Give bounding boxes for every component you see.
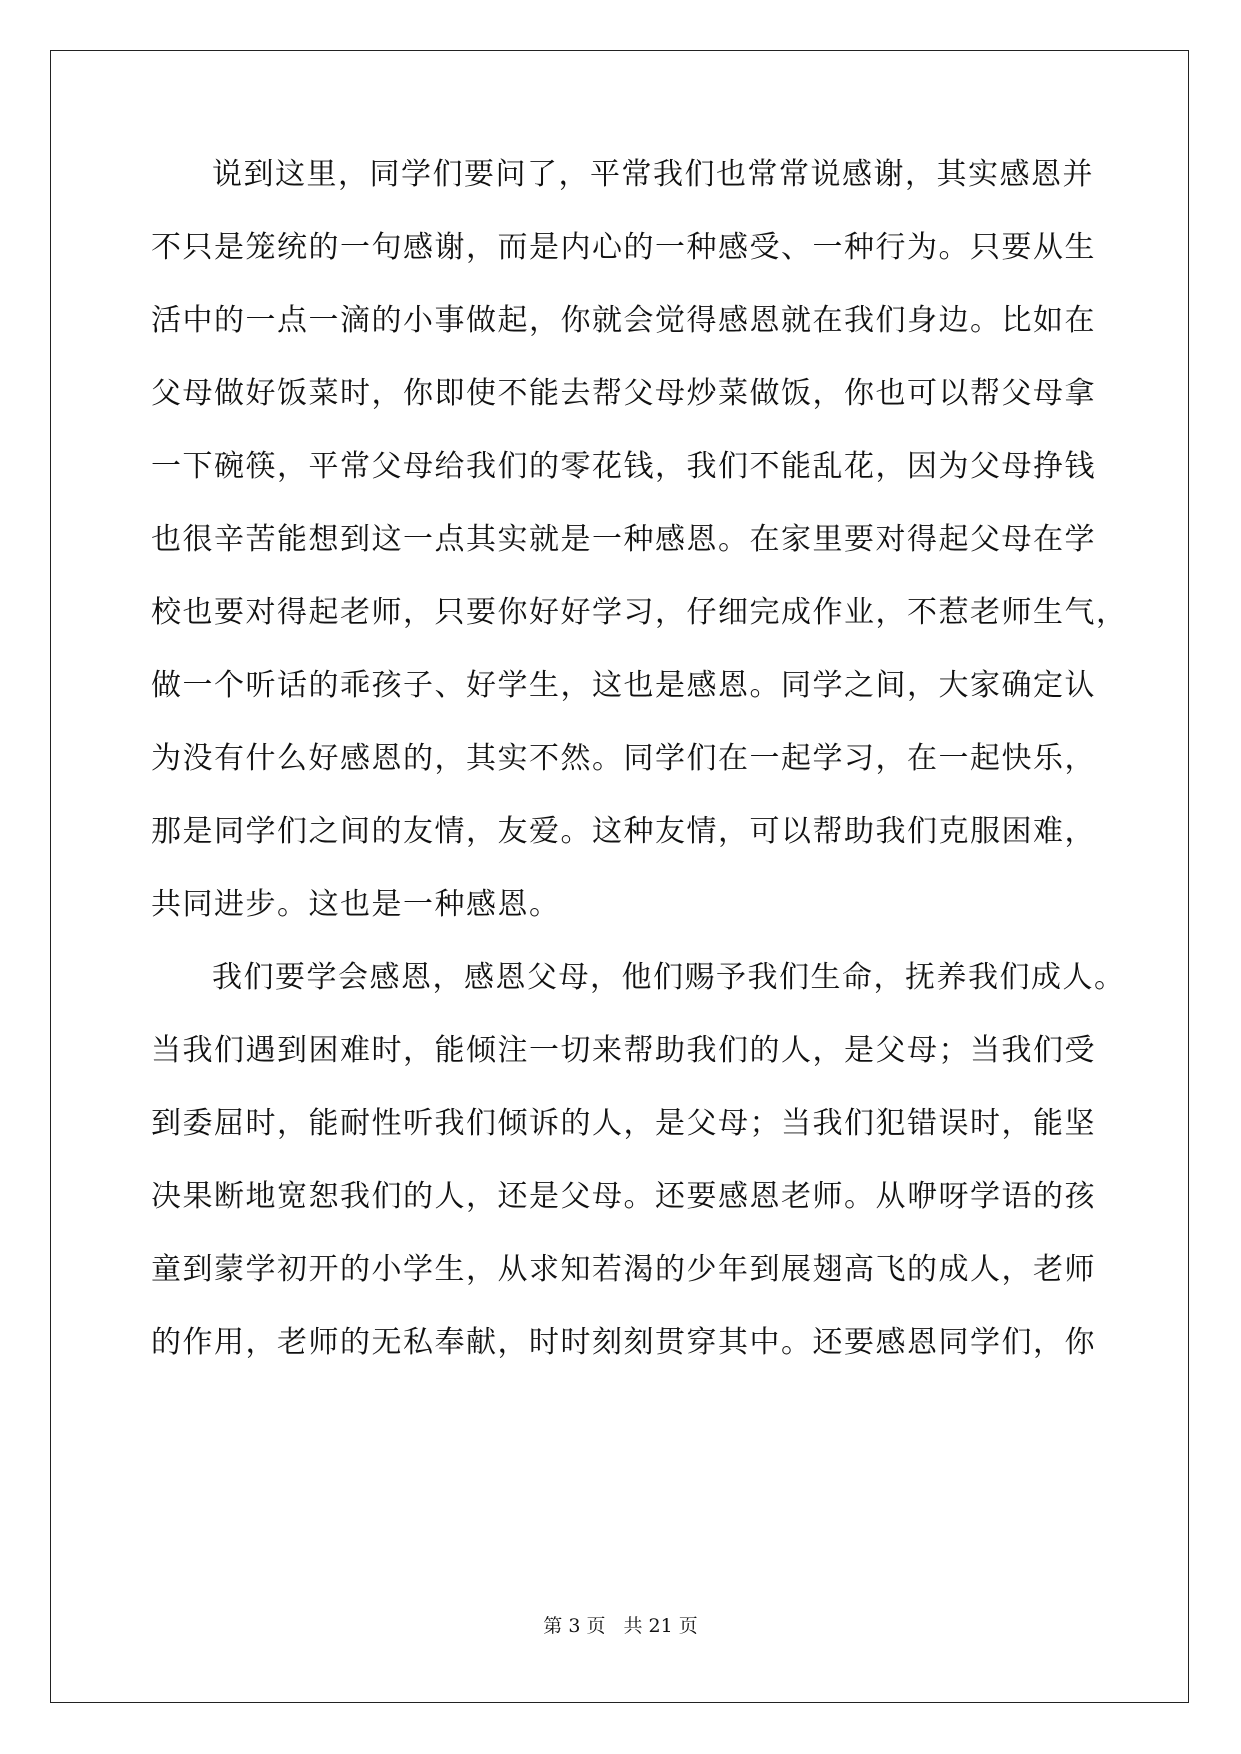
paragraph-line: 当我们遇到困难时，能倾注一切来帮助我们的人，是父母；当我们受 [151,1033,1096,1068]
paragraph-line: 决果断地宽恕我们的人，还是父母。还要感恩老师。从咿呀学语的孩 [151,1179,1096,1214]
page-number: 第 3 页 [543,1615,606,1637]
paragraph-line: 活中的一点一滴的小事做起，你就会觉得感恩就在我们身边。比如在 [151,303,1096,338]
paragraph-line: 那是同学们之间的友情，友爱。这种友情，可以帮助我们克服困难， [151,814,1096,849]
page-border [50,50,1189,1703]
paragraph-line: 说到这里，同学们要问了，平常我们也常常说感谢，其实感恩并 [212,157,1094,192]
paragraph-line: 到委屈时，能耐性听我们倾诉的人，是父母；当我们犯错误时，能坚 [151,1106,1096,1141]
paragraph-line: 做一个听话的乖孩子、好学生，这也是感恩。同学之间，大家确定认 [151,668,1096,703]
paragraph-line: 不只是笼统的一句感谢，而是内心的一种感受、一种行为。只要从生 [151,230,1096,265]
page-total: 共 21 页 [623,1615,698,1637]
paragraph-line: 一下碗筷，平常父母给我们的零花钱，我们不能乱花，因为父母挣钱 [151,449,1096,484]
paragraph-line: 共同进步。这也是一种感恩。 [151,887,561,922]
paragraph-line: 为没有什么好感恩的，其实不然。同学们在一起学习，在一起快乐， [151,741,1096,776]
paragraph-line: 的作用，老师的无私奉献，时时刻刻贯穿其中。还要感恩同学们，你 [151,1325,1096,1360]
paragraph-line: 校也要对得起老师，只要你好好学习，仔细完成作业，不惹老师生气， [151,595,1128,630]
paragraph-line: 父母做好饭菜时，你即使不能去帮父母炒菜做饭，你也可以帮父母拿 [151,376,1096,411]
paragraph-line: 童到蒙学初开的小学生，从求知若渴的少年到展翅高飞的成人，老师 [151,1252,1096,1287]
page-footer [0,1614,1241,1638]
paragraph-line: 也很辛苦能想到这一点其实就是一种感恩。在家里要对得起父母在学 [151,522,1096,557]
paragraph-line: 我们要学会感恩，感恩父母，他们赐予我们生命，抚养我们成人。 [212,960,1126,995]
